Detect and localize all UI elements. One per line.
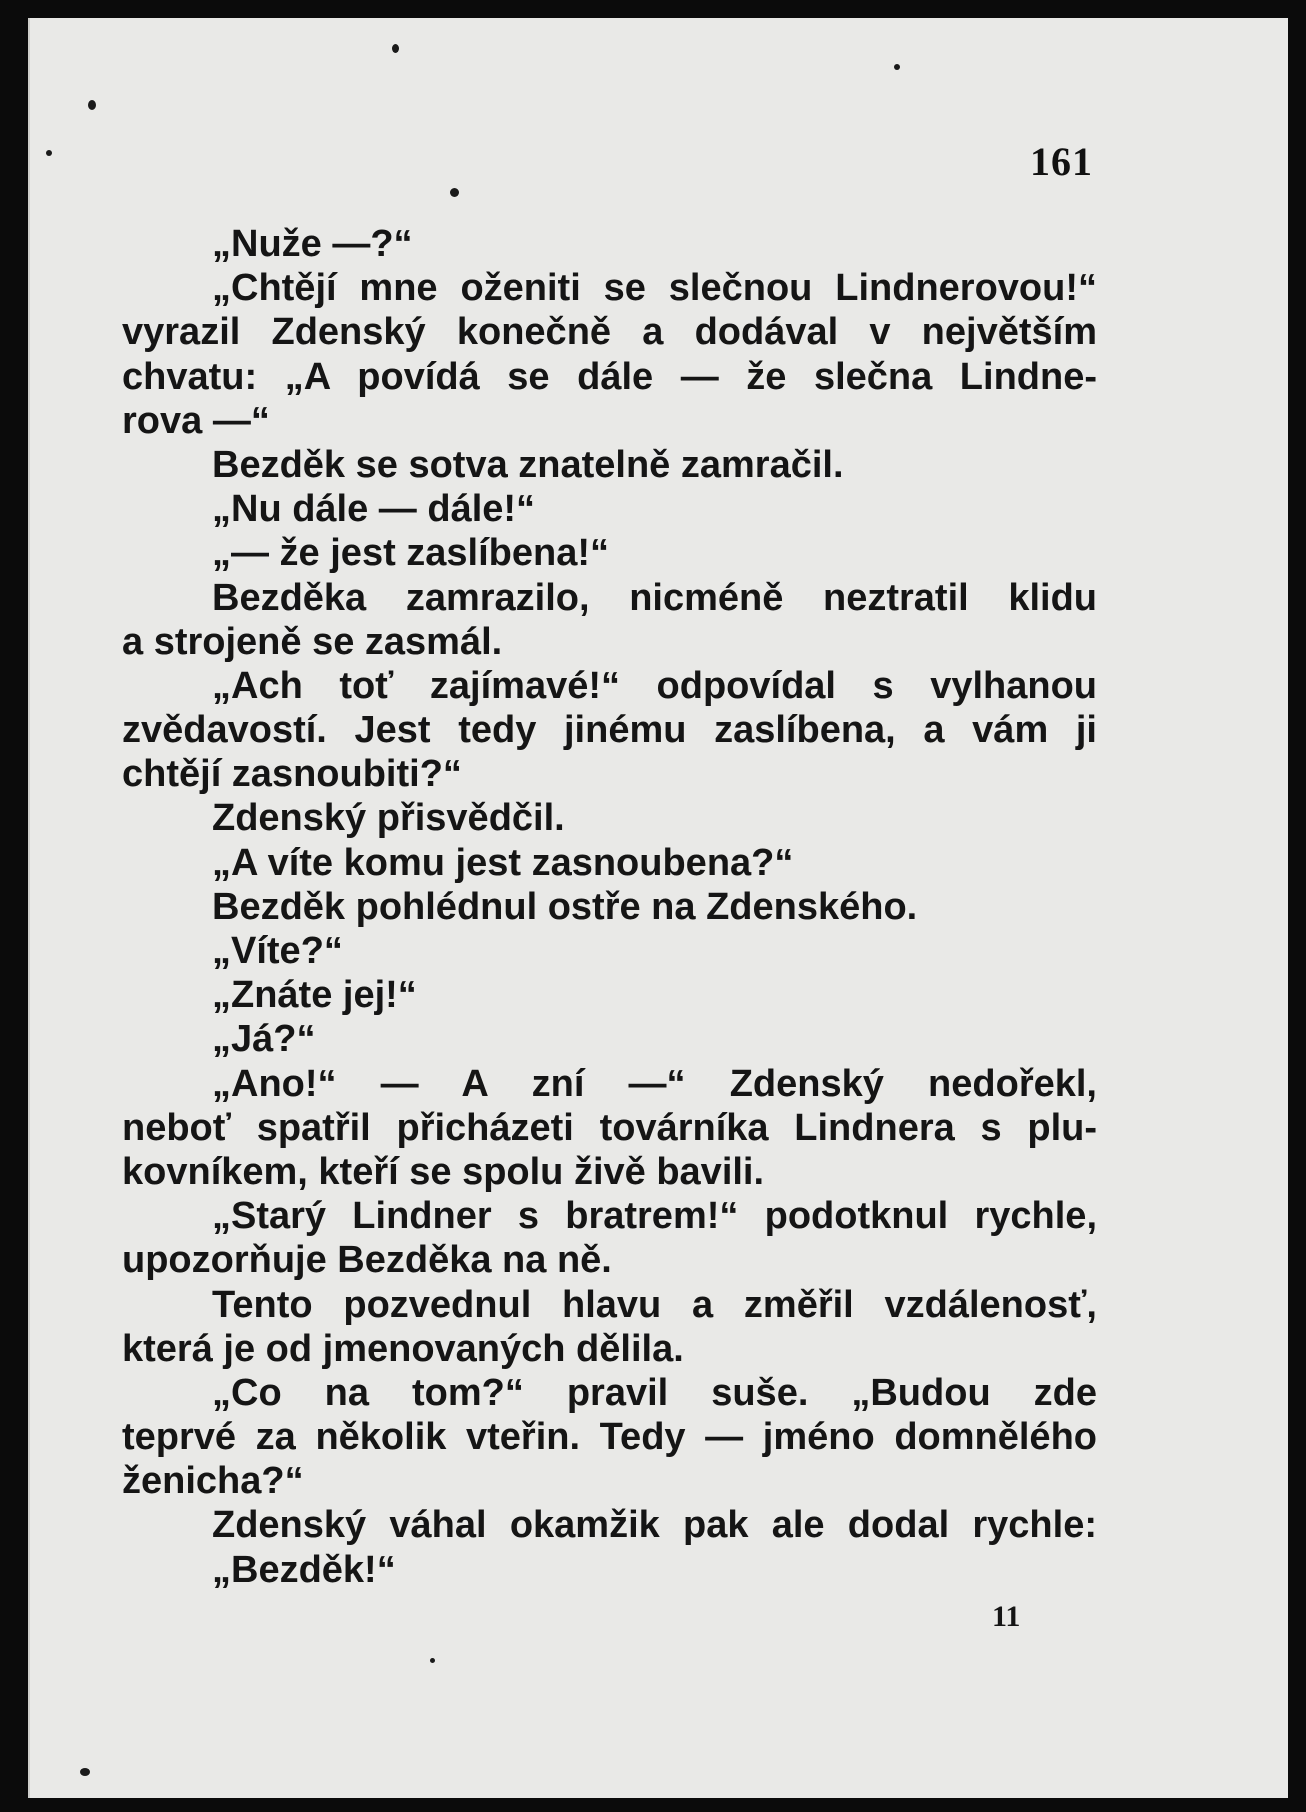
- speck-1: [392, 44, 399, 53]
- text-line: „Znáte jej!“: [212, 974, 417, 1017]
- text-line: Bezděka zamrazilo, nicméně neztratil klidu: [212, 576, 1097, 619]
- text-line: upozorňuje Bezděka na ně.: [122, 1239, 612, 1282]
- speck-4: [894, 64, 900, 70]
- text-line: „Co na tom?“ pravil suše. „Budou zde: [212, 1371, 1097, 1414]
- text-line: Tento pozvednul hlavu a změřil vzdálenosť,: [212, 1283, 1097, 1326]
- signature-mark: 11: [992, 1600, 1021, 1633]
- text-line: kovníkem, kteří se spolu živě bavili.: [122, 1150, 765, 1193]
- text-line: chvatu: „A povídá se dále — že slečna Lindne-: [122, 355, 1097, 398]
- text-line: „Nu dále — dále!“: [212, 488, 536, 531]
- text-line: zvědavostí. Jest tedy jinému zaslíbena, a vám ji: [122, 709, 1097, 752]
- text-line: teprvé za několik vteřin. Tedy — jméno domnělého: [122, 1416, 1097, 1459]
- page-number: 161: [1030, 139, 1093, 184]
- speck-3: [46, 150, 52, 156]
- text-line: „Ach toť zajímavé!“ odpovídal s vylhanou: [212, 664, 1097, 707]
- text-line: vyrazil Zdenský konečně a dodával v největším: [122, 311, 1097, 354]
- text-line: Bezděk se sotva znatelně zamračil.: [212, 443, 844, 486]
- text-line: Bezděk pohlédnul ostře na Zdenského.: [212, 885, 918, 928]
- text-line: ženicha?“: [122, 1460, 304, 1503]
- text-line: „— že jest zaslíbena!“: [212, 532, 610, 575]
- text-line: „Nuže —?“: [212, 223, 413, 265]
- text-line: která je od jmenovaných dělila.: [122, 1327, 684, 1370]
- speck-5: [450, 188, 459, 197]
- text-line: „A víte komu jest zasnoubena?“: [212, 841, 794, 884]
- speck-6: [80, 1768, 90, 1776]
- speck-7: [430, 1658, 435, 1663]
- text-line: „Chtějí mne oženiti se slečnou Lindnerovou!“: [212, 267, 1097, 310]
- text-line: „Víte?“: [212, 930, 343, 972]
- text-line: rova —“: [122, 399, 270, 442]
- speck-2: [88, 100, 96, 110]
- text-line: a strojeně se zasmál.: [122, 620, 503, 663]
- text-line: Zdenský váhal okamžik pak ale dodal rychle:: [212, 1504, 1097, 1547]
- text-line: „Bezděk!“: [212, 1548, 396, 1591]
- text-line: „Já?“: [212, 1018, 316, 1061]
- body-text: [122, 222, 1097, 1592]
- text-line: neboť spatřil přicházeti továrníka Lindnera s plu-: [122, 1106, 1097, 1149]
- text-line: „Starý Lindner s bratrem!“ podotknul rychle,: [212, 1195, 1097, 1238]
- text-line: chtějí zasnoubiti?“: [122, 753, 462, 796]
- text-line: „Ano!“ — A zní —“ Zdenský nedořekl,: [212, 1062, 1097, 1105]
- text-line: Zdenský přisvědčil.: [212, 797, 565, 840]
